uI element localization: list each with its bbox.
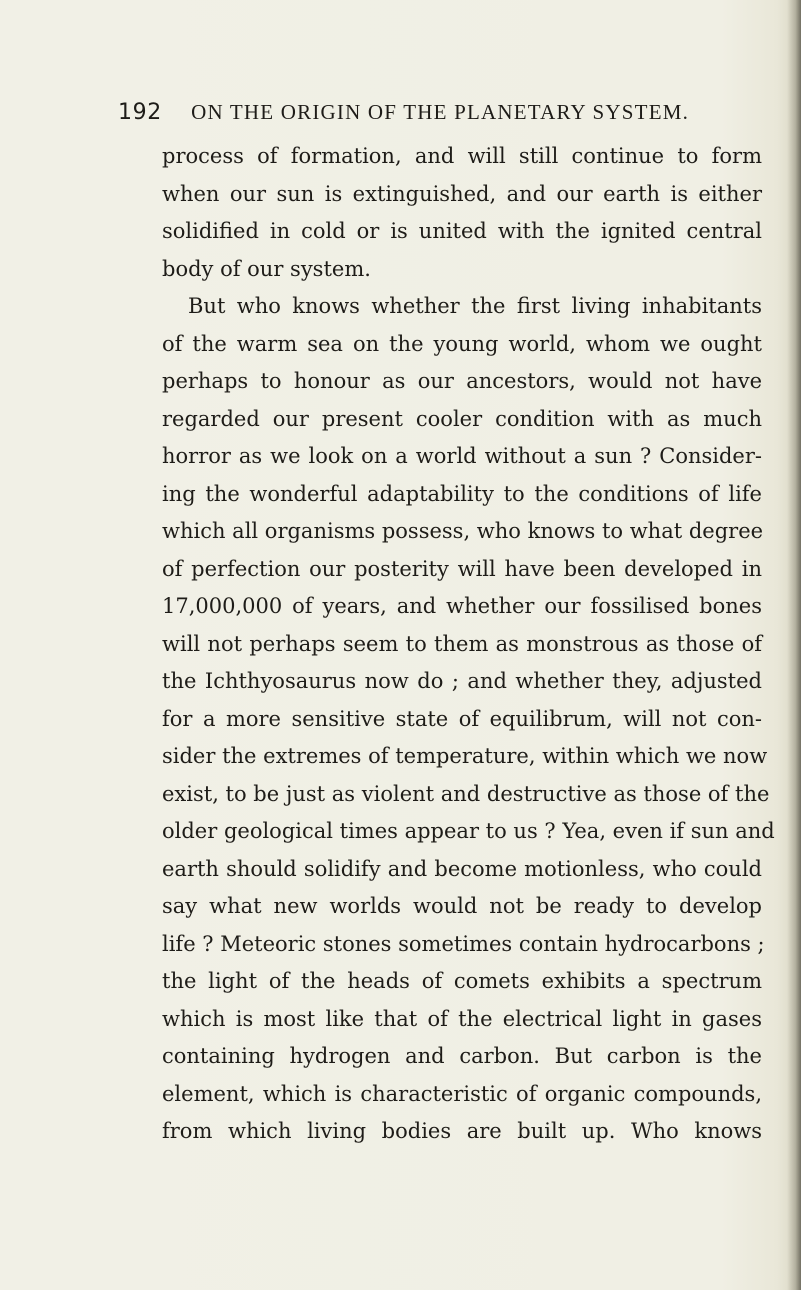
text-line: older geological times appear to us ? Yea, even if sun and <box>162 819 775 843</box>
page-edge-shadow <box>787 0 801 1290</box>
running-head <box>118 100 758 125</box>
text-line: say what new worlds would not be ready to develop <box>162 894 762 918</box>
text-line: containing hydrogen and carbon. But carbon is the <box>162 1044 762 1068</box>
text-line: for a more sensitive state of equilibrum, will not con- <box>162 706 762 731</box>
text-line: horror as we look on a world without a sun ? Consider- <box>162 444 762 468</box>
running-head-title: ON THE ORIGIN OF THE PLANETARY SYSTEM. <box>191 100 690 124</box>
text-line: which is most like that of the electrical light in gases <box>162 1006 762 1031</box>
text-line: process of formation, and will still continue to form <box>162 144 762 168</box>
text-line: of the warm sea on the young world, whom we ought <box>162 331 762 356</box>
text-line: exist, to be just as violent and destructive as those of the <box>162 781 770 806</box>
text-line: solidified in cold or is united with the ignited central <box>162 219 762 243</box>
text-line: will not perhaps seem to them as monstrous as those of <box>162 631 762 656</box>
text-line: perhaps to honour as our ancestors, would not have <box>162 369 762 393</box>
text-line: life ? Meteoric stones sometimes contain hydrocarbons ; <box>162 931 765 956</box>
text-line: body of our system. <box>162 256 371 281</box>
text-line: the Ichthyosaurus now do ; and whether they, adjusted <box>162 669 762 693</box>
text-line: when our sun is extinguished, and our earth is either <box>162 181 762 206</box>
text-line: 17,000,000 of years, and whether our fossilised bones <box>162 594 762 618</box>
page-number: 192 <box>118 100 162 125</box>
text-line: the light of the heads of comets exhibits a spectrum <box>162 969 762 993</box>
text-line: element, which is characteristic of organic compounds, <box>162 1081 762 1106</box>
text-line: ing the wonderful adaptability to the conditions of life <box>162 481 762 506</box>
text-line: sider the extremes of temperature, within which we now <box>162 744 768 768</box>
text-line: which all organisms possess, who knows to what degree <box>162 519 764 543</box>
text-line: from which living bodies are built up. Who knows <box>162 1119 762 1143</box>
text-line: of perfection our posterity will have been developed in <box>162 556 762 581</box>
text-line: regarded our present cooler condition with as much <box>162 406 762 431</box>
text-line: earth should solidify and become motionless, who could <box>162 856 762 881</box>
text-line: But who knows whether the first living inhabitants <box>188 294 762 318</box>
body-text <box>162 138 775 1151</box>
